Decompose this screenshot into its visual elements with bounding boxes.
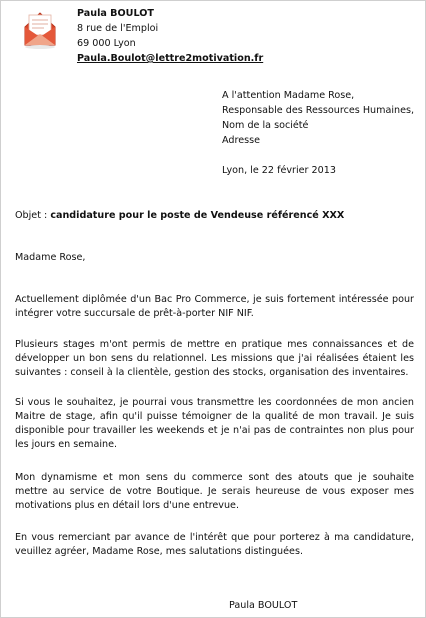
sender-city: 69 000 Lyon <box>77 38 136 49</box>
recipient-line-1: A l'attention Madame Rose, <box>222 90 355 101</box>
sender-name: Paula BOULOT <box>77 8 154 19</box>
letter-date: Lyon, le 22 février 2013 <box>222 165 336 176</box>
recipient-line-2: Responsable des Ressources Humaines, <box>222 105 415 116</box>
sender-street: 8 rue de l'Emploi <box>77 23 159 34</box>
signature-name: Paula BOULOT <box>229 600 298 611</box>
sender-block <box>77 6 407 66</box>
sender-email-link[interactable]: Paula.Boulot@lettre2motivation.fr <box>77 53 264 64</box>
salutation: Madame Rose, <box>15 252 86 263</box>
subject-label: Objet : <box>15 210 51 221</box>
body-paragraph-4: Mon dynamisme et mon sens du commerce sont des atouts que je souhaite mettre au service de votre Boutique. Je serais heureuse de vous exposer mes motivations plus en détail lors d'une entrevue. <box>15 472 414 511</box>
body-paragraph-5: En vous remerciant par avance de l'intérêt que pour porterez à ma candidature, veuillez agréer, Madame Rose, mes salutations distinguées. <box>15 532 414 557</box>
body-paragraph-1: Actuellement diplômée d'un Bac Pro Commerce, je suis fortement intéressée pour intégrer votre succursale de prêt-à-porter NIF NIF. <box>15 294 414 319</box>
body-paragraph-2: Plusieurs stages m'ont permis de mettre en pratique mes connaissances et de développer un bon sens du relationnel. Les missions que j'ai réalisées étaient les suivantes : conseil à la clientèle, gestion des stocks, organisation des inventaires. <box>15 339 414 378</box>
recipient-line-3: Nom de la société <box>222 120 309 131</box>
recipient-block <box>222 88 422 148</box>
envelope-letter-icon <box>19 5 61 51</box>
body-paragraph-3: Si vous le souhaitez, je pourrai vous transmettre les coordonnées de mon ancien Maitre de stage, afin qu'il puisse témoigner de la qualité de mon travail. Je suis disponible pour travailler les weekends et je n'ai pas de contraintes non plus pour les jours en semaine. <box>15 397 414 450</box>
subject-line <box>15 209 415 223</box>
recipient-line-4: Adresse <box>222 135 261 146</box>
subject-text: candidature pour le poste de Vendeuse référencé XXX <box>50 210 345 221</box>
